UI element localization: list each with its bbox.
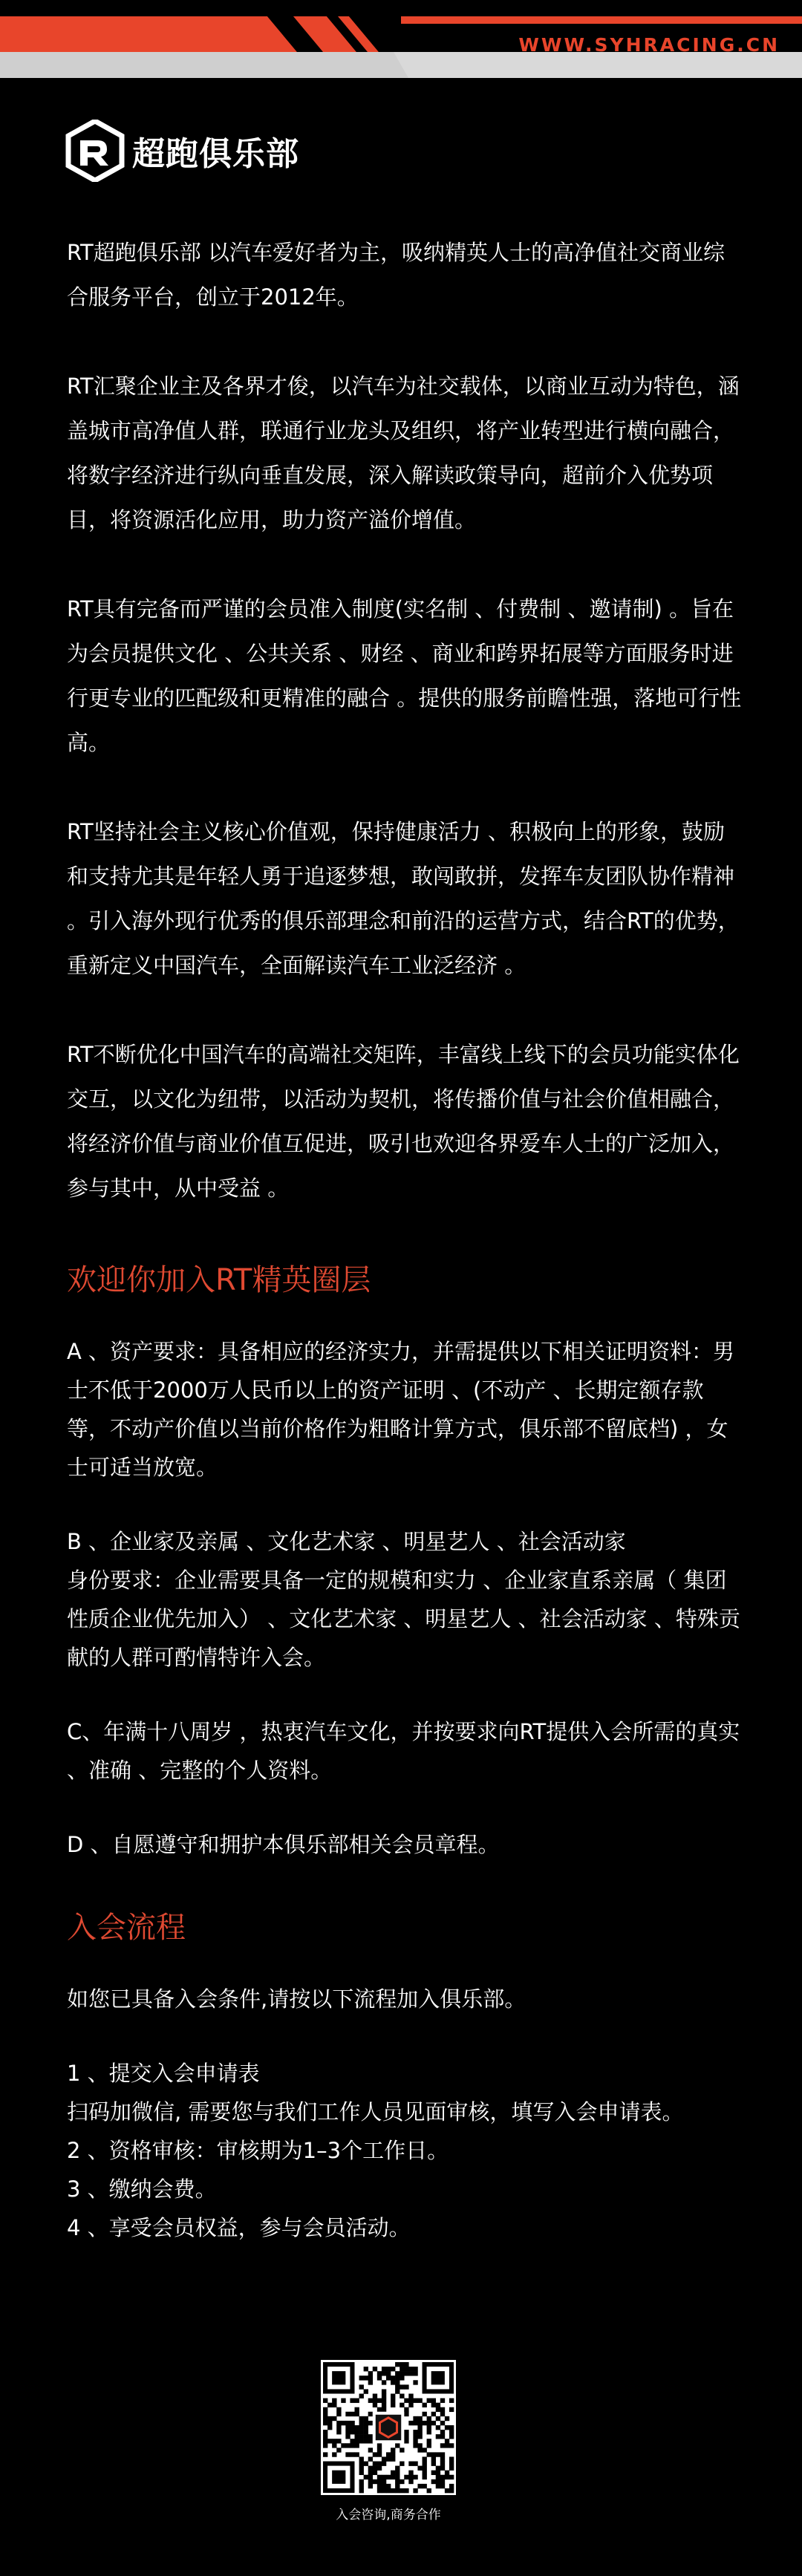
rt-club-logo-icon xyxy=(65,120,125,182)
intro-paragraph-3: RT具有完备而严谨的会员准入制度(实名制 、付费制 、邀请制) 。旨在为会员提供文化 、公共关系 、财经 、商业和跨界拓展等方面服务时进行更专业的匹配级和更精准的融合 。提供的服务前瞻性强，落地可行性高。 xyxy=(67,596,742,755)
logo-text: 超跑俱乐部 xyxy=(132,135,299,173)
site-url[interactable]: WWW.SYHRACING.CN xyxy=(518,34,780,56)
requirement-c xyxy=(67,1712,743,1790)
requirement-d xyxy=(67,1825,743,1864)
process-step-4: 4 、享受会员权益，参与会员活动。 xyxy=(67,2215,411,2240)
qr-code-icon[interactable] xyxy=(321,2360,456,2495)
qr-caption: 入会咨询,商务合作 xyxy=(336,2508,441,2523)
requirement-b-detail: 身份要求：企业需要具备一定的规模和实力 、企业家直系亲属（ 集团性质企业优先加入） 、文化艺术家 、明星艺人 、社会活动家 、特殊贡献的人群可酌情特许入会。 xyxy=(67,1568,740,1670)
qr-section xyxy=(321,2360,456,2523)
intro-paragraph-1: RT超跑俱乐部 以汽车爱好者为主，吸纳精英人士的高净值社交商业综合服务平台，创立于2012年。 xyxy=(67,240,725,310)
process-step-1-detail: 扫码加微信, 需要您与我们工作人员见面审核，填写入会申请表。 xyxy=(67,2099,684,2125)
process-step-1: 1 、提交入会申请表 xyxy=(67,2061,260,2086)
process-intro: 如您已具备入会条件,请按以下流程加入俱乐部。 xyxy=(67,1986,526,2012)
requirement-a-text: A 、资产要求：具备相应的经济实力，并需提供以下相关证明资料：男士不低于2000万人民币以上的资产证明 、(不动产 、长期定额存款等，不动产价值以当前价格作为粗略计算方式，俱乐部不留底档) ，女士可适当放宽。 xyxy=(67,1339,735,1480)
intro-paragraph-2: RT汇聚企业主及各界才俊，以汽车为社交载体，以商业互动为特色，涵盖城市高净值人群，联通行业龙头及组织，将产业转型进行横向融合，将数字经济进行纵向垂直发展，深入解读政策导向，超前介入优势项目，将资源活化应用，助力资产溢价增值。 xyxy=(67,374,740,532)
requirement-d-text: D 、自愿遵守和拥护本俱乐部相关会员章程。 xyxy=(67,1832,500,1857)
qr-code-graphic xyxy=(321,2360,456,2495)
main-content xyxy=(67,223,743,2247)
intro-paragraph-4: RT坚持社会主义核心价值观，保持健康活力 、积极向上的形象，鼓励和支持尤其是年轻人勇于追逐梦想，敢闯敢拼，发挥车友团队协作精神 。引入海外现行优秀的俱乐部理念和前沿的运营方式，结合RT的优势，重新定义中国汽车，全面解读汽车工业泛经济 。 xyxy=(67,819,740,978)
intro-paragraph-5: RT不断优化中国汽车的高端社交矩阵，丰富线上线下的会员功能实体化交互，以文化为纽带，以活动为契机，将传播价值与社会价值相融合，将经济价值与商业价值互促进，吸引也欢迎各界爱车人士的广泛加入，参与其中，从中受益 。 xyxy=(67,1042,740,1201)
process-section-title: 入会流程 xyxy=(67,1911,186,1945)
process-step-2: 2 、资格审核：审核期为1–3个工作日。 xyxy=(67,2138,449,2163)
join-section-title: 欢迎你加入RT精英圈层 xyxy=(67,1263,371,1297)
requirement-b-title: B 、企业家及亲属 、文化艺术家 、明星艺人 、社会活动家 xyxy=(67,1529,626,1554)
requirement-c-text: C、年满十八周岁 ，热衷汽车文化，并按要求向RT提供入会所需的真实 、准确 、完整的个人资料。 xyxy=(67,1719,740,1783)
header-band xyxy=(0,0,802,78)
requirement-a xyxy=(67,1332,743,1487)
club-logo xyxy=(65,117,299,184)
process-step-3: 3 、缴纳会费。 xyxy=(67,2176,217,2202)
requirement-b xyxy=(67,1522,743,1677)
